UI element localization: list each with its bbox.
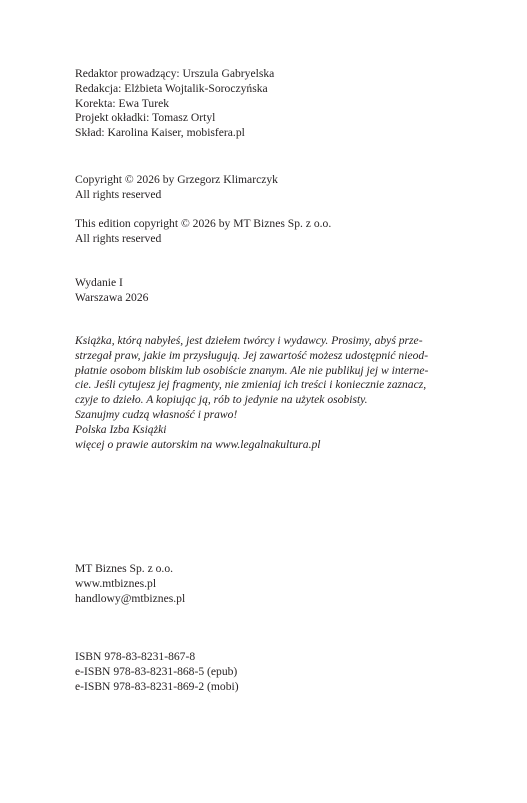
publisher-name: MT Biznes Sp. z o.o. <box>75 562 174 575</box>
rights-line: All rights reserved <box>75 187 162 201</box>
edition-number: Wydanie I <box>75 276 123 289</box>
notice-link-line: więcej o prawie autorskim na www.legalnakultura.pl <box>75 437 321 451</box>
copyright-line: Copyright © 2026 by Grzegorz Klimarczyk <box>75 173 278 186</box>
rights-line: All rights reserved <box>75 231 162 245</box>
notice-line: Książka, którą nabyłeś, jest dziełem twórcy i wydawcy. Prosimy, abyś prze- <box>75 334 423 347</box>
credit-line: Skład: Karolina Kaiser, mobisfera.pl <box>75 126 245 140</box>
credit-line: Redaktor prowadzący: Urszula Gabryelska <box>75 67 275 80</box>
copyright-block <box>75 173 477 203</box>
publisher-website: www.mtbiznes.pl <box>75 576 157 590</box>
publisher-email: handlowy@mtbiznes.pl <box>75 591 186 605</box>
isbn-epub: e-ISBN 978-83-8231-868-5 (epub) <box>75 664 238 678</box>
credit-line: Redakcja: Elżbieta Wojtalik-Soroczyńska <box>75 81 268 95</box>
credits-block <box>75 67 477 141</box>
notice-line: czyje to dzieło. A kopiując ją, rób to jedynie na użytek osobisty. <box>75 393 368 407</box>
edition-block <box>75 276 477 306</box>
edition-copyright-block <box>75 217 477 247</box>
edition-place-year: Warszawa 2026 <box>75 290 149 304</box>
notice-line: płatnie osobom bliskim lub osobiście znanym. Ale nie publikuj jej w interne- <box>75 363 429 377</box>
notice-line: Szanujmy cudzą własność i prawo! <box>75 407 238 421</box>
publisher-block <box>75 562 477 606</box>
legal-notice-block <box>75 334 477 452</box>
notice-signature: Polska Izba Książki <box>75 422 167 436</box>
isbn-mobi: e-ISBN 978-83-8231-869-2 (mobi) <box>75 679 239 693</box>
notice-line: cie. Jeśli cytujesz jej fragmenty, nie zmieniaj ich treści i koniecznie zaznacz, <box>75 378 427 392</box>
edition-copyright-line: This edition copyright © 2026 by MT Biznes Sp. z o.o. <box>75 217 332 230</box>
credit-line: Projekt okładki: Tomasz Ortyl <box>75 111 216 125</box>
isbn-block <box>75 650 477 694</box>
isbn-print: ISBN 978-83-8231-867-8 <box>75 650 196 663</box>
credit-line: Korekta: Ewa Turek <box>75 96 170 110</box>
notice-line: strzegał praw, jakie im przysługują. Jej zawartość możesz udostępnić nieod- <box>75 348 429 362</box>
